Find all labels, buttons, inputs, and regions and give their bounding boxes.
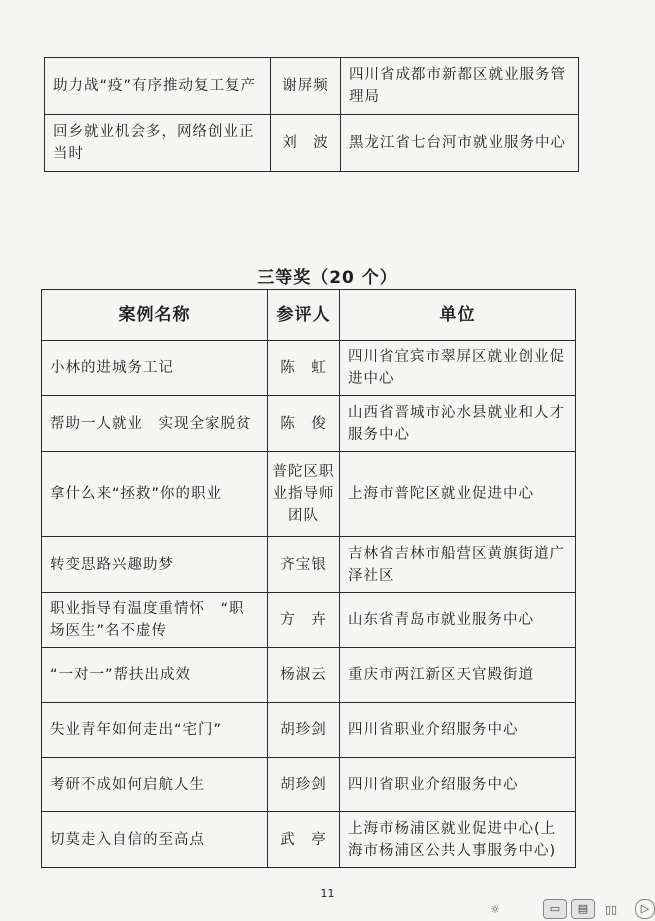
unit-cell: 上海市杨浦区就业促进中心(上海市杨浦区公共人事服务中心)	[340, 812, 576, 868]
table-row	[42, 341, 576, 396]
reviewer-cell: 胡珍剑	[268, 758, 340, 812]
header-case-name: 案例名称	[42, 290, 268, 341]
case-name-cell: 转变思路兴趣助梦	[42, 537, 268, 593]
unit-cell: 重庆市两江新区天官殿街道	[340, 648, 576, 703]
reviewer-cell: 方 卉	[268, 593, 340, 648]
unit-cell: 四川省宜宾市翠屏区就业创业促进中心	[340, 341, 576, 396]
table-row	[42, 593, 576, 648]
unit-cell: 四川省成都市新都区就业服务管理局	[341, 58, 579, 115]
table-row	[42, 812, 576, 868]
case-name-cell: “一对一”帮扶出成效	[42, 648, 268, 703]
reviewer-cell: 谢屏频	[271, 58, 341, 115]
reviewer-cell: 杨淑云	[268, 648, 340, 703]
reviewer-cell: 普陀区职业指导师团队	[268, 452, 340, 537]
header-reviewer: 参评人	[268, 290, 340, 341]
reviewer-cell: 武 亭	[268, 812, 340, 868]
reviewer-cell: 陈 俊	[268, 396, 340, 452]
case-name-cell: 考研不成如何启航人生	[42, 758, 268, 812]
single-page-view-icon[interactable]: ▭	[543, 899, 567, 919]
table-row	[42, 703, 576, 758]
unit-cell: 上海市普陀区就业促进中心	[340, 452, 576, 537]
section-title: 三等奖（20 个）	[257, 268, 398, 288]
reviewer-cell: 齐宝银	[268, 537, 340, 593]
table-header-row	[42, 290, 576, 341]
page-number: 11	[320, 887, 335, 900]
unit-cell: 吉林省吉林市船营区黄旗街道广泽社区	[340, 537, 576, 593]
case-name-cell: 职业指导有温度重情怀 “职场医生”名不虚传	[42, 593, 268, 648]
brightness-icon[interactable]: ☼	[490, 903, 500, 916]
table-row	[45, 58, 579, 115]
case-name-cell: 助力战“疫”有序推动复工复产	[45, 58, 271, 115]
two-page-view-icon[interactable]: ▯▯	[604, 903, 618, 916]
table-row	[42, 452, 576, 537]
play-icon[interactable]: ▷	[635, 899, 655, 919]
document-view-icon[interactable]: ▤	[571, 899, 595, 919]
top-award-table	[44, 57, 579, 172]
viewer-toolbar	[445, 899, 655, 921]
table-row	[42, 537, 576, 593]
table-row	[45, 115, 579, 172]
case-name-cell: 切莫走入自信的至高点	[42, 812, 268, 868]
case-name-cell: 回乡就业机会多，网络创业正当时	[45, 115, 271, 172]
third-prize-table	[41, 289, 576, 868]
reviewer-cell: 胡珍剑	[268, 703, 340, 758]
table-row	[42, 758, 576, 812]
header-unit: 单位	[340, 290, 576, 341]
case-name-cell: 失业青年如何走出“宅门”	[42, 703, 268, 758]
case-name-cell: 帮助一人就业 实现全家脱贫	[42, 396, 268, 452]
unit-cell: 山东省青岛市就业服务中心	[340, 593, 576, 648]
reviewer-cell: 陈 虹	[268, 341, 340, 396]
unit-cell: 四川省职业介绍服务中心	[340, 703, 576, 758]
unit-cell: 山西省晋城市沁水县就业和人才服务中心	[340, 396, 576, 452]
unit-cell: 黑龙江省七台河市就业服务中心	[341, 115, 579, 172]
reviewer-cell: 刘 波	[271, 115, 341, 172]
case-name-cell: 小林的进城务工记	[42, 341, 268, 396]
case-name-cell: 拿什么来“拯救”你的职业	[42, 452, 268, 537]
table-row	[42, 396, 576, 452]
unit-cell: 四川省职业介绍服务中心	[340, 758, 576, 812]
table-row	[42, 648, 576, 703]
